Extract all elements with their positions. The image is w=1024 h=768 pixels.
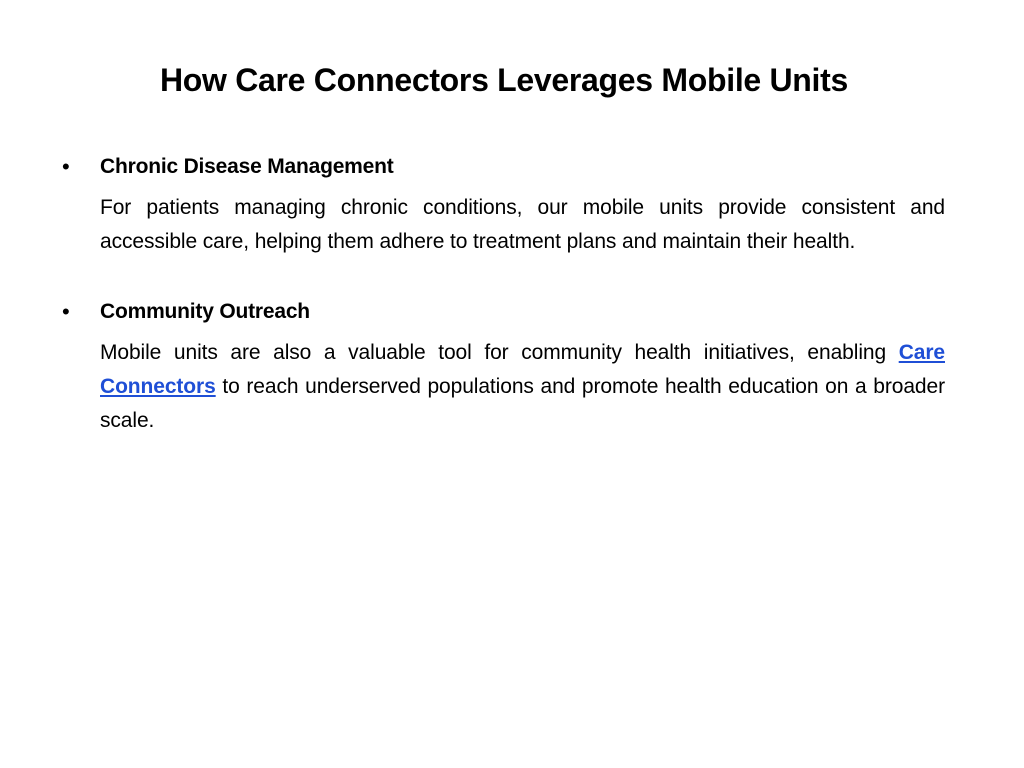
bullet-body: For patients managing chronic conditions, our mobile units provide consistent and accessible care, helping them adhere to treatment plans and maintain their health.	[100, 196, 945, 253]
bullet-marker: •	[62, 154, 70, 179]
bullet-item-chronic-disease	[62, 150, 945, 259]
bullet-body	[100, 336, 945, 438]
body-text-before-link: Mobile units are also a valuable tool for community health initiatives, enabling	[100, 341, 899, 364]
body-text-after-link: to reach underserved populations and promote health education on a broader scale.	[100, 375, 945, 432]
bullet-heading: Community Outreach	[100, 300, 310, 323]
slide-title: How Care Connectors Leverages Mobile Units	[159, 62, 848, 98]
care-connectors-link[interactable]: Care Connectors	[100, 341, 945, 398]
bullet-heading: Chronic Disease Management	[100, 155, 394, 178]
bullet-item-community-outreach	[62, 295, 945, 438]
bullet-marker: •	[62, 299, 70, 324]
bullet-list	[62, 150, 945, 438]
